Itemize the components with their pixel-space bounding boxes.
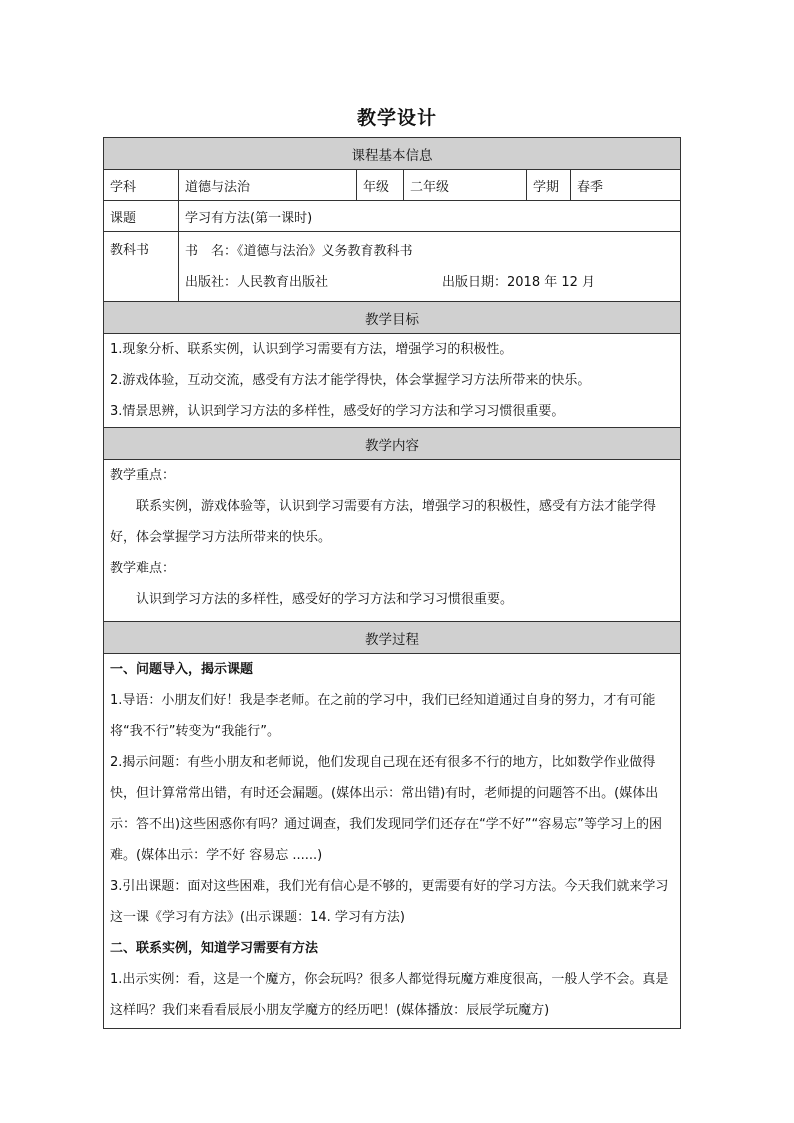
subject-value: 道德与法治	[179, 170, 357, 201]
page-title: 教学设计	[356, 107, 437, 129]
textbook-info	[179, 232, 681, 302]
textbook-label: 教科书	[104, 232, 179, 302]
objective-item: 3.情景思辨，认识到学习方法的多样性，感受好的学习方法和学习习惯很重要。	[110, 404, 565, 419]
course-info-header-row	[104, 138, 681, 170]
process-paragraph: 1.出示实例：看，这是一个魔方，你会玩吗？很多人都觉得玩魔方难度很高，一般人学不会。真是这样吗？我们来看看辰辰小朋友学魔方的经历吧！(媒体播放：辰辰学玩魔方)	[110, 972, 669, 1018]
course-info-header: 课程基本信息	[104, 138, 681, 170]
textbook-row	[104, 232, 681, 302]
difficult-point-text: 认识到学习方法的多样性，感受好的学习方法和学习习惯很重要。	[136, 592, 514, 607]
objectives-row	[104, 334, 681, 428]
textbook-publisher: 出版社：人民教育出版社	[185, 274, 329, 290]
textbook-publisher-line	[179, 267, 680, 298]
process-paragraph: 3.引出课题：面对这些困难，我们光有信心是不够的，更需要有好的学习方法。今天我们就来学习这一课《学习有方法》(出示课题：14. 学习有方法)	[110, 879, 669, 925]
topic-row	[104, 201, 681, 232]
textbook-name: 书 名：《道德与法治》义务教育教科书	[185, 243, 413, 259]
objective-item: 1.现象分析、联系实例，认识到学习需要有方法，增强学习的积极性。	[110, 342, 513, 357]
process-paragraph: 1.导语：小朋友们好！我是李老师。在之前的学习中，我们已经知道通过自身的努力，才有可能将“我不行”转变为“我能行”。	[110, 693, 656, 739]
process-header: 教学过程	[104, 622, 681, 654]
objectives-header-row	[104, 302, 681, 334]
process-header-row	[104, 622, 681, 654]
course-meta-row	[104, 170, 681, 201]
content-row	[104, 460, 681, 622]
subject-label: 学科	[104, 170, 179, 201]
topic-label: 课题	[104, 201, 179, 232]
key-point-label: 教学重点：	[110, 468, 176, 483]
content-block	[104, 460, 681, 622]
key-point-text: 联系实例，游戏体验等，认识到学习需要有方法，增强学习的积极性，感受有方法才能学得好，体会掌握学习方法所带来的快乐。	[110, 499, 657, 545]
process-section-title: 一、问题导入，揭示课题	[110, 662, 254, 677]
term-label: 学期	[527, 170, 571, 201]
process-paragraph: 2.揭示问题：有些小朋友和老师说，他们发现自己现在还有很多不行的地方，比如数学作业做得快，但计算常常出错，有时还会漏题。(媒体出示：常出错)有时，老师提的问题答不出。(媒体出示：答不出)这些困惑你有吗？通过调查，我们发现同学们还存在“学不好”“容易忘”等学习上的困难。(媒体出示：学不好 容易忘 ......)	[110, 755, 663, 863]
process-row	[104, 654, 681, 1029]
objectives-header: 教学目标	[104, 302, 681, 334]
objectives-list	[104, 334, 681, 428]
process-section-title: 二、联系实例，知道学习需要有方法	[110, 941, 319, 956]
difficult-point-label: 教学难点：	[110, 561, 176, 576]
topic-value: 学习有方法(第一课时)	[179, 201, 681, 232]
textbook-pub-date: 出版日期：2018 年 12 月	[442, 274, 596, 290]
objective-item: 2.游戏体验，互动交流，感受有方法才能学得快，体会掌握学习方法所带来的快乐。	[110, 373, 591, 388]
lesson-plan-table	[103, 137, 681, 1029]
process-block	[104, 654, 681, 1029]
content-header-row	[104, 428, 681, 460]
term-value: 春季	[571, 170, 681, 201]
grade-value: 二年级	[404, 170, 527, 201]
grade-label: 年级	[357, 170, 404, 201]
content-header: 教学内容	[104, 428, 681, 460]
